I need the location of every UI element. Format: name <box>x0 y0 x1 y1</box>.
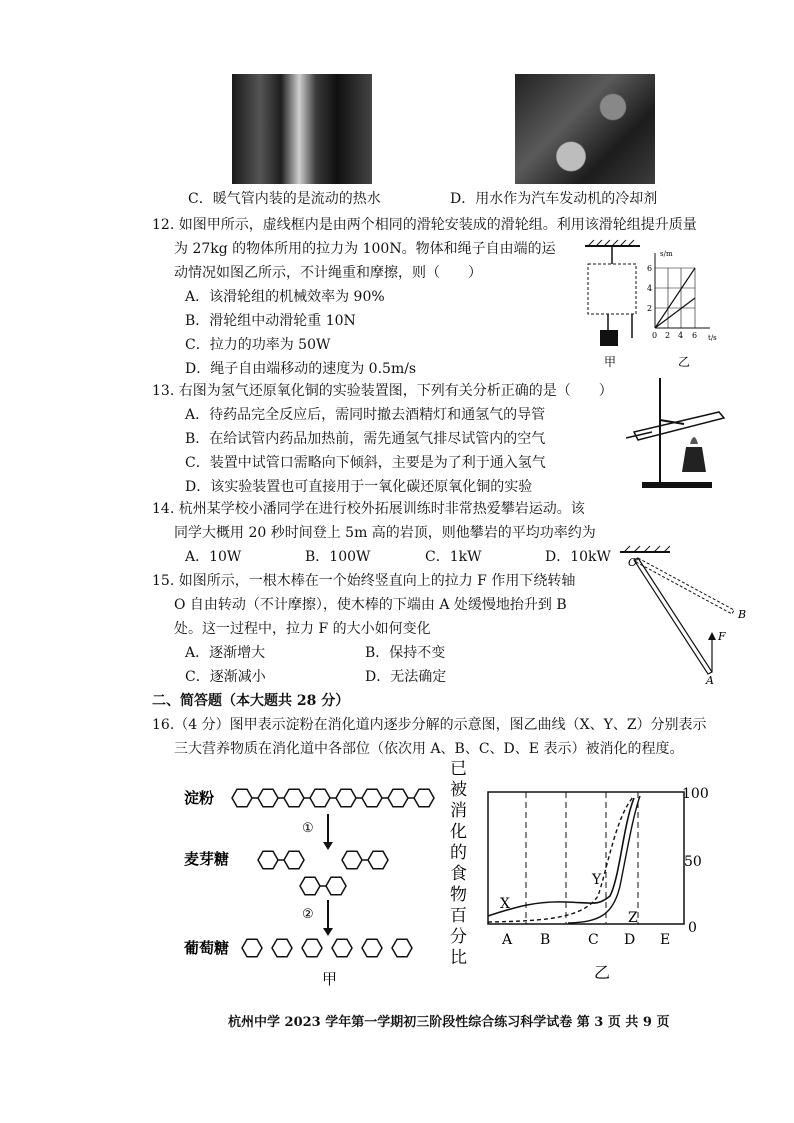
maltose-hex <box>258 851 278 868</box>
curve-x-label: X <box>500 896 510 912</box>
q12-stem-line3: 动情况如图乙所示，不计绳重和摩擦，则（ ） <box>174 265 482 281</box>
y-label-char: 分 <box>450 927 467 947</box>
maltose-label: 麦芽糖 <box>184 850 230 868</box>
alcohol-lamp <box>682 447 706 472</box>
pulley-box <box>588 264 636 314</box>
glucose-hex <box>332 939 352 956</box>
xtick-d: D <box>624 932 636 948</box>
q12-figures <box>580 238 730 378</box>
y-axis-label <box>450 759 467 968</box>
step2-label: ② <box>302 907 314 922</box>
maltose-hex <box>342 851 362 868</box>
q15-stem-line2: O 自由转动（不计摩擦），使木棒的下端由 A 处缓慢地抬升到 B <box>174 597 567 613</box>
starch-digestion-diagram <box>180 770 445 990</box>
q14-option-c: C．1kW <box>425 549 482 565</box>
arrow2-head-icon <box>323 928 333 936</box>
engine-photo <box>515 74 655 184</box>
y-label-char: 物 <box>450 885 467 905</box>
q12-stem-line1: 12. 如图甲所示，虚线框内是由两个相同的滑轮安装成的滑轮组。利用该滑轮组提升质量 <box>152 217 697 233</box>
y-label-char: 被 <box>450 780 467 800</box>
q16-stem-line2: 三大营养物质在消化道中各部位（依次用 A、B、C、D、E 表示）被消化的程度。 <box>174 741 684 757</box>
fig-jia-label: 甲 <box>604 355 617 369</box>
q15-option-d: D．无法确定 <box>365 669 447 685</box>
glucose-unit-hex <box>232 789 252 806</box>
q14-option-b: B．100W <box>305 549 371 565</box>
point-b-label: B <box>738 608 747 621</box>
q12-option-a: A．该滑轮组的机械效率为 90% <box>185 289 385 305</box>
glucose-hex <box>272 939 292 956</box>
q12-option-b: B．滑轮组中动滑轮重 10N <box>185 313 356 329</box>
q16-stem-line1: 16.（4 分）图甲表示淀粉在消化道内逐步分解的示意图，图乙曲线（X、Y、Z）分别表示 <box>152 717 707 733</box>
q14-option-a: A．10W <box>185 549 242 565</box>
curve-y-label: Y <box>592 872 602 888</box>
q12-option-d: D．绳子自由端移动的速度为 0.5m/s <box>185 361 417 377</box>
fig-yi-label: 乙 <box>678 355 691 369</box>
glucose-label: 葡萄糖 <box>184 939 230 957</box>
glucose-unit-hex <box>284 789 304 806</box>
q15-stem-line1: 15. 如图所示，一根木棒在一个始终竖直向上的拉力 F 作用下绕转轴 <box>152 573 576 589</box>
glucose-molecules <box>242 939 412 956</box>
digestion-curve-chart <box>448 756 718 986</box>
glucose-unit-hex <box>310 789 330 806</box>
maltose-molecules <box>258 851 388 894</box>
chart-line-object <box>655 298 695 328</box>
glucose-unit-hex <box>336 789 356 806</box>
glucose-hex <box>242 939 262 956</box>
ytick-100: 100 <box>682 786 709 802</box>
q11-option-d: D．用水作为汽车发动机的冷却剂 <box>450 191 658 207</box>
page-footer: 杭州中学 2023 学年第一学期初三阶段性综合练习科学试卷 第 3 页 共 9 页 <box>228 1015 670 1030</box>
chart-line-rope <box>655 268 695 328</box>
force-f-label: F <box>718 630 726 643</box>
q12-chart <box>647 250 717 369</box>
weight-block <box>600 330 618 346</box>
q13-option-b: B．在给试管内药品加热前，需先通氢气排尽试管内的空气 <box>185 431 546 447</box>
q15-option-c: C．逐渐减小 <box>185 669 266 685</box>
y-label-char: 百 <box>450 906 467 926</box>
xtick-6: 6 <box>692 331 698 340</box>
glucose-unit-hex <box>414 789 434 806</box>
maltose-hex <box>284 851 304 868</box>
glucose-hex <box>362 939 382 956</box>
q14-stem-line2: 同学大概用 20 秒时间登上 5m 高的岩顶，则他攀岩的平均功率约为 <box>174 525 596 541</box>
y-label-char: 的 <box>450 843 467 863</box>
starch-label: 淀粉 <box>184 789 215 807</box>
y-label-char: 消 <box>450 801 467 821</box>
point-a-label: A <box>706 674 714 684</box>
rod-position-a <box>634 558 712 674</box>
chart-x-unit: t/s <box>708 334 717 342</box>
fig-jia-caption: 甲 <box>322 970 338 988</box>
y-label-char: 食 <box>450 864 467 884</box>
ytick-6: 6 <box>647 264 653 273</box>
hydrogen-apparatus <box>624 372 734 494</box>
q13-option-d: D．该实验装置也可直接用于一氧化碳还原氧化铜的实验 <box>185 479 533 495</box>
q14-stem-line1: 14. 杭州某学校小潘同学在进行校外拓展训练时非常热爱攀岩运动。该 <box>152 501 585 517</box>
xtick-2: 2 <box>665 331 671 340</box>
lamp-flame <box>690 437 698 444</box>
fig-yi-caption: 乙 <box>594 963 611 982</box>
starch-chain <box>232 789 434 806</box>
q15-stem-line3: 处。这一过程中，拉力 F 的大小如何变化 <box>174 621 431 637</box>
q12-stem-line2: 为 27kg 的物体所用的拉力为 100N。物体和绳子自由端的运 <box>174 241 556 257</box>
curve-z-label: Z <box>628 910 638 926</box>
region-dividers <box>526 792 638 924</box>
xtick-0: 0 <box>652 331 658 340</box>
q12-option-c: C．拉力的功率为 50W <box>185 337 331 353</box>
glucose-hex <box>302 939 322 956</box>
chart-frame <box>488 792 684 924</box>
maltose-hex <box>300 877 320 894</box>
lever-figure <box>616 544 766 684</box>
section-2-title: 二、简答题（本大题共 28 分） <box>152 693 350 709</box>
q15-option-a: A．逐渐增大 <box>185 645 266 661</box>
ytick-4: 4 <box>647 284 653 293</box>
glucose-unit-hex <box>388 789 408 806</box>
xtick-e: E <box>660 932 671 948</box>
maltose-hex <box>368 851 388 868</box>
ytick-0: 0 <box>688 920 697 936</box>
ytick-50: 50 <box>684 854 702 870</box>
radiator-photo <box>232 74 372 184</box>
test-tube <box>634 412 724 440</box>
glucose-unit-hex <box>362 789 382 806</box>
y-label-char: 化 <box>450 822 467 842</box>
point-o-label: O <box>628 556 638 569</box>
xtick-b: B <box>540 932 551 948</box>
q13-stem: 13. 右图为氢气还原氧化铜的实验装置图，下列有关分析正确的是（ ） <box>152 383 613 399</box>
q13-option-c: C．装置中试管口需略向下倾斜，主要是为了利于通入氢气 <box>185 455 546 471</box>
q15-option-b: B．保持不变 <box>365 645 446 661</box>
y-label-char: 已 <box>450 759 467 779</box>
chart-y-unit: s/m <box>660 250 673 258</box>
glucose-hex <box>392 939 412 956</box>
glucose-unit-hex <box>258 789 278 806</box>
xtick-a: A <box>502 932 513 948</box>
maltose-hex <box>326 877 346 894</box>
xtick-4: 4 <box>678 331 684 340</box>
arrow-head-icon <box>708 632 716 640</box>
q13-option-a: A．待药品完全反应后，需同时撤去酒精灯和通氢气的导管 <box>185 407 546 423</box>
q11-option-c: C．暖气管内装的是流动的热水 <box>188 191 381 207</box>
y-label-char: 比 <box>450 948 467 968</box>
ytick-2: 2 <box>647 304 653 313</box>
xtick-c: C <box>588 932 599 948</box>
step1-label: ① <box>302 821 314 836</box>
stand-base <box>642 482 712 488</box>
arrow1-head-icon <box>323 842 333 850</box>
q14-option-d: D．10kW <box>545 549 611 565</box>
